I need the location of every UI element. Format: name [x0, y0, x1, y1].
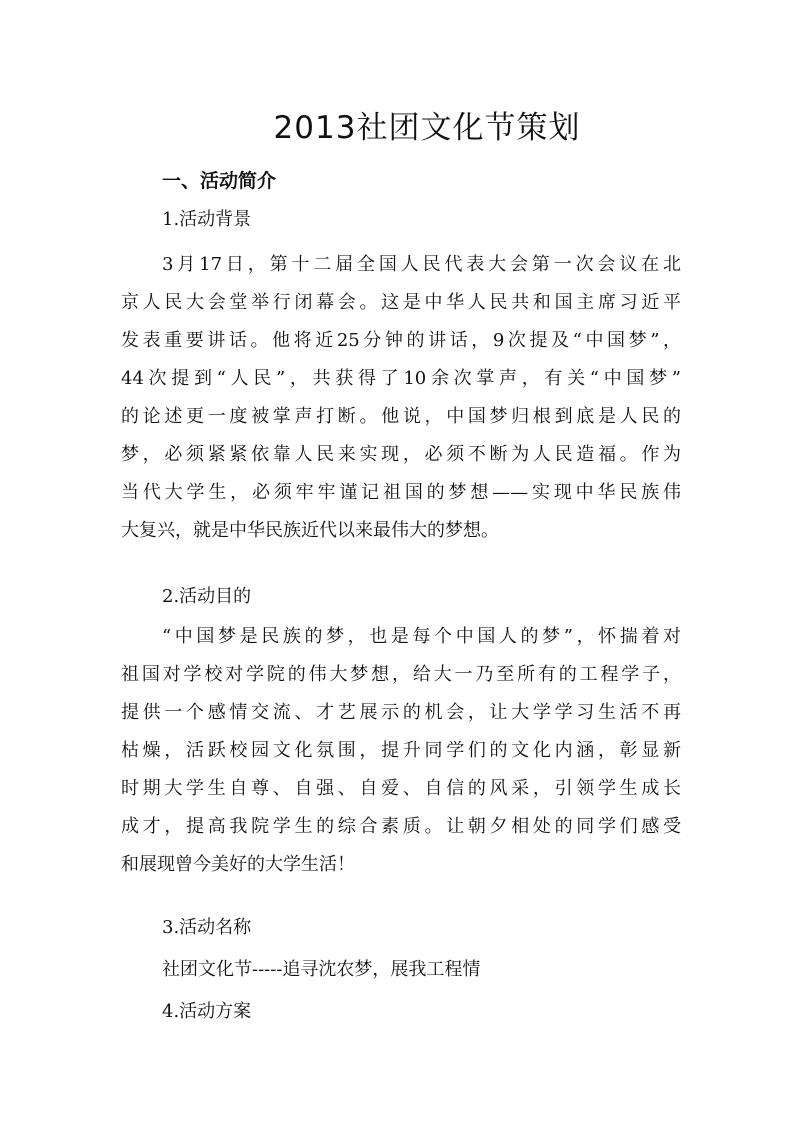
section-heading-intro: 一、活动简介: [162, 170, 277, 192]
paragraph-line: 的论述更一度被掌声打断。他说，中国梦归根到底是人民的: [121, 406, 681, 427]
paragraph-line: 和展现曾今美好的大学生活！: [121, 854, 355, 875]
paragraph-line: 提供一个感情交流、才艺展示的机会，让大学学习生活不再: [121, 702, 681, 723]
paragraph-line: 当代大学生，必须牢牢谨记祖国的梦想——实现中华民族伟: [121, 482, 681, 503]
activity-name-text: 社团文化节-----追寻沈农梦，展我工程情: [162, 959, 481, 980]
paragraph-purpose: [121, 618, 681, 884]
subheading-background: 1.活动背景: [162, 209, 252, 230]
paragraph-line: 3月17日，第十二届全国人民代表大会第一次会议在北: [162, 254, 681, 275]
subheading-plan: 4.活动方案: [162, 1001, 252, 1022]
subheading-name: 3.活动名称: [162, 917, 252, 938]
subheading-purpose: 2.活动目的: [162, 586, 252, 607]
paragraph-line: 时期大学生自尊、自强、自爱、自信的风采，引领学生成长: [121, 778, 681, 799]
paragraph-line: “中国梦是民族的梦，也是每个中国人的梦”，怀揣着对: [162, 626, 681, 647]
paragraph-line: 京人民大会堂举行闭幕会。这是中华人民共和国主席习近平: [121, 292, 681, 313]
paragraph-line: 枯燥，活跃校园文化氛围，提升同学们的文化内涵，彰显新: [121, 740, 681, 761]
paragraph-line: 成才，提高我院学生的综合素质。让朝夕相处的同学们感受: [121, 816, 681, 837]
paragraph-line: 发表重要讲话。他将近25分钟的讲话，9次提及“中国梦”，: [121, 330, 681, 351]
paragraph-line: 44次提到“人民”，共获得了10余次掌声，有关“中国梦”: [121, 368, 681, 389]
paragraph-line: 梦，必须紧紧依靠人民来实现，必须不断为人民造福。作为: [121, 444, 681, 465]
paragraph-line: 大复兴，就是中华民族近代以来最伟大的梦想。: [121, 520, 499, 541]
paragraph-line: 祖国对学校对学院的伟大梦想，给大一乃至所有的工程学子，: [121, 664, 681, 685]
paragraph-background: [121, 246, 681, 550]
document-title: 2013社团文化节策划: [273, 110, 581, 146]
